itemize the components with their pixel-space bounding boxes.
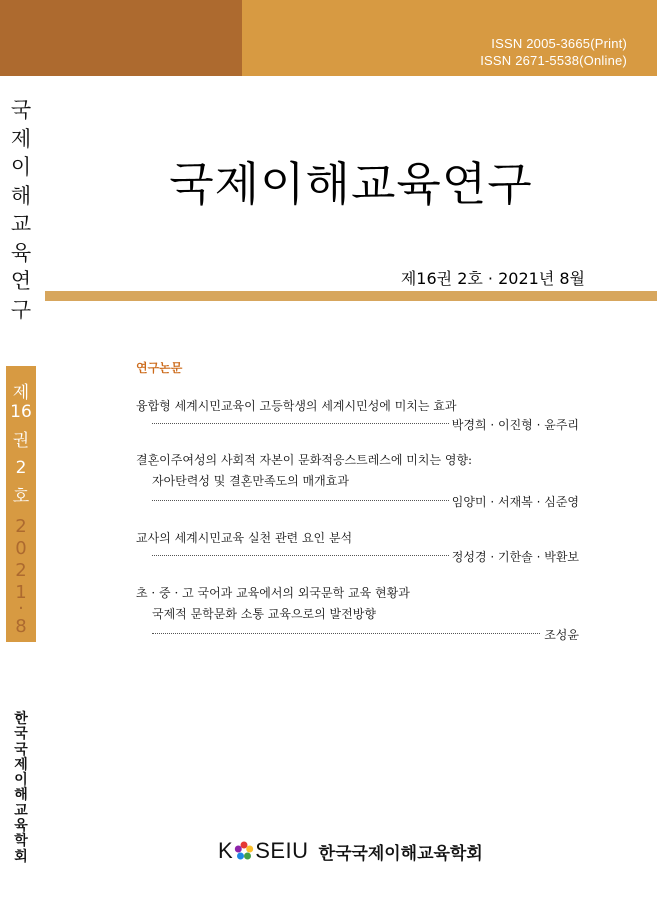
title-rule xyxy=(45,291,657,301)
journal-title: 국제이해교육연구 xyxy=(169,157,533,211)
publisher-footer xyxy=(218,838,483,864)
spine-publisher-char: 학 xyxy=(14,833,28,850)
spine-title xyxy=(8,96,34,324)
volume-issue-date: 제16권 2호 · 2021년 8월 xyxy=(400,269,585,288)
spine-volume-char: 권 xyxy=(12,431,30,451)
spine-year-char: 1 xyxy=(15,582,27,603)
spine-year-char: 0 xyxy=(15,538,27,559)
spine-volume-char: 2 xyxy=(15,458,27,478)
spine-publisher xyxy=(12,712,30,865)
spine-volume-char: 호 xyxy=(12,487,30,507)
spine-title-char: 교 xyxy=(10,212,32,236)
article-authors: 조성윤 xyxy=(544,628,579,642)
koseiu-logo xyxy=(218,838,309,864)
flower-icon xyxy=(234,841,254,861)
leader-dots xyxy=(152,552,449,556)
spine-title-char: 제 xyxy=(10,126,32,151)
article-subtitle: 자아탄력성 및 결혼만족도의 매개효과 xyxy=(152,474,349,488)
issn-print: ISSN 2005-3665(Print) xyxy=(491,36,627,51)
article-title: 융합형 세계시민교육이 고등학생의 세계시민성에 미치는 효과 xyxy=(136,399,457,413)
spine-publisher-char: 이 xyxy=(14,772,28,789)
logo-text-left: K xyxy=(218,838,234,863)
spine-volume-box xyxy=(6,366,36,642)
leader-dots xyxy=(152,420,449,424)
issn-online: ISSN 2671-5538(Online) xyxy=(480,53,627,68)
leader-dots xyxy=(152,630,540,634)
spine-volume-char: 제 xyxy=(12,383,30,403)
spine-year-char: · xyxy=(18,598,24,619)
spine-publisher-char: 국 xyxy=(14,741,28,758)
spine-publisher-char: 육 xyxy=(14,818,28,835)
logo-text-right: SEIU xyxy=(255,838,309,863)
article-authors: 박경희 · 이진형 · 윤주리 xyxy=(451,418,579,432)
article-subtitle: 국제적 문학문화 소통 교육으로의 발전방향 xyxy=(152,607,376,621)
spine-volume-char: 16 xyxy=(10,402,32,422)
spine-year-char: 2 xyxy=(15,560,27,581)
article-title: 교사의 세계시민교육 실천 관련 요인 분석 xyxy=(136,531,353,545)
spine-publisher-char: 한 xyxy=(14,711,28,727)
article-authors: 임양미 · 서재복 · 심준영 xyxy=(451,495,579,509)
leader-dots xyxy=(152,497,449,501)
society-name: 한국국제이해교육학회 xyxy=(318,843,483,864)
spine-publisher-char: 회 xyxy=(14,848,28,865)
spine-title-char: 국 xyxy=(10,98,32,122)
spine-title-char: 이 xyxy=(10,155,32,179)
spine-year-char: 8 xyxy=(15,616,27,637)
spine-publisher-char: 제 xyxy=(14,756,28,773)
header-band-left xyxy=(0,0,242,76)
spine-year-char: 2 xyxy=(15,516,27,537)
article-authors: 정성경 · 기한솔 · 박환보 xyxy=(451,550,579,564)
article-title: 초 · 중 · 고 국어과 교육에서의 외국문학 교육 현황과 xyxy=(136,586,410,600)
spine-publisher-char: 교 xyxy=(14,802,28,819)
section-label: 연구논문 xyxy=(136,361,183,375)
spine-title-char: 해 xyxy=(10,183,32,208)
spine-title-char: 연 xyxy=(10,269,32,293)
article-title: 결혼이주여성의 사회적 자본이 문화적응스트레스에 미치는 영향: xyxy=(136,453,473,467)
spine-title-char: 구 xyxy=(10,297,32,322)
spine-title-char: 육 xyxy=(10,240,32,265)
spine-publisher-char: 국 xyxy=(14,726,28,743)
spine-publisher-char: 해 xyxy=(14,787,28,804)
